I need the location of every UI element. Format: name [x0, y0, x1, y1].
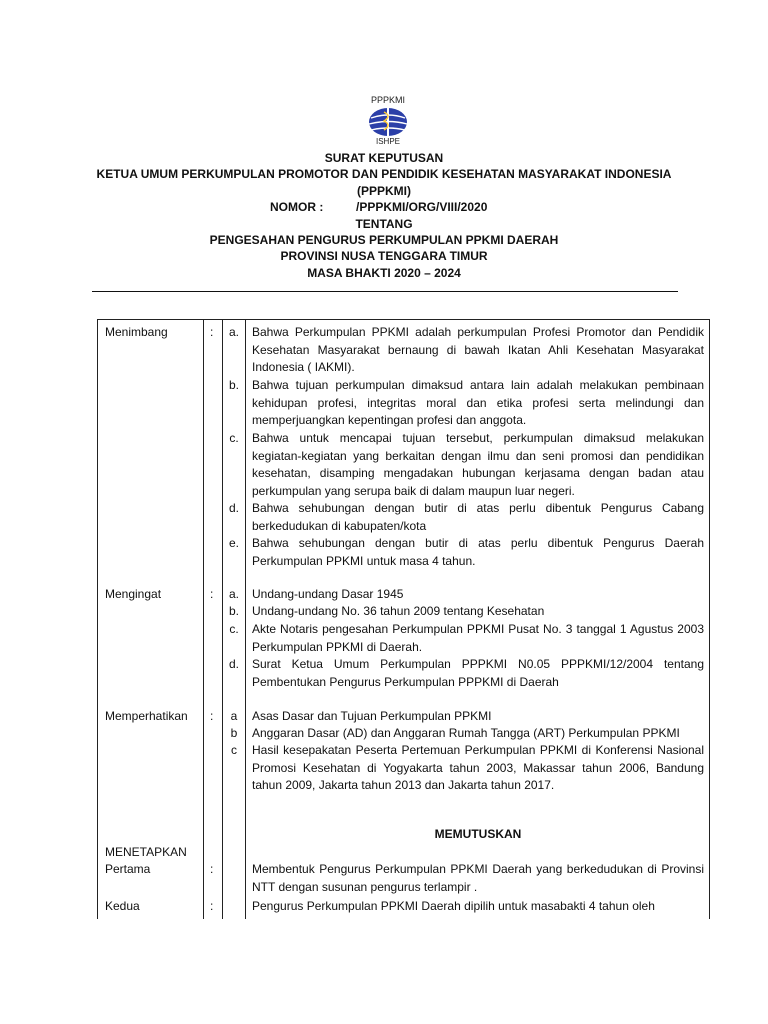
- column-divider: [245, 320, 246, 919]
- item-letter: c.: [229, 431, 239, 445]
- section-label-mengingat: Mengingat: [105, 587, 162, 601]
- memperhatikan-item-b: Anggaran Dasar (AD) dan Anggaran Rumah Tangga (ART) Perkumpulan PPKMI: [252, 726, 680, 740]
- item-letter: e.: [228, 536, 239, 550]
- mengingat-item-d: Surat Ketua Umum Perkumpulan PPPKMI N0.05 PPPKMI/12/2004 tentang Pembentukan Pengurus Perkumpulan PPPKMI di Daerah: [252, 657, 704, 689]
- decree-number-label: NOMOR :: [270, 200, 324, 215]
- item-letter: d.: [228, 501, 239, 515]
- header-divider: [92, 291, 678, 292]
- section-colon: :: [210, 862, 214, 876]
- section-label-memperhatikan: Memperhatikan: [105, 709, 188, 723]
- section-label-pertama: Pertama: [105, 862, 151, 876]
- section-label-menimbang: Menimbang: [105, 325, 168, 339]
- logo-emblem: [358, 94, 418, 146]
- memutuskan-heading: MEMUTUSKAN: [434, 827, 522, 841]
- item-letter: c.: [229, 622, 239, 636]
- subject-line-3: MASA BHAKTI 2020 – 2024: [307, 265, 461, 280]
- pertama-text: Membentuk Pengurus Perkumpulan PPKMI Daerah yang berkedudukan di Provinsi NTT dengan susunan pengurus terlampir .: [252, 862, 704, 894]
- section-label-kedua: Kedua: [105, 899, 140, 913]
- item-letter: c: [231, 743, 237, 757]
- mengingat-item-b: Undang-undang No. 36 tahun 2009 tentang Kesehatan: [252, 604, 545, 618]
- subject-line-2: PROVINSI NUSA TENGGARA TIMUR: [280, 249, 488, 264]
- issuer-abbreviation: (PPPKMI): [357, 183, 411, 198]
- mengingat-item-a: Undang-undang Dasar 1945: [252, 587, 404, 601]
- menimbang-item-e: Bahwa sehubungan dengan butir di atas perlu dibentuk Pengurus Daerah Perkumpulan PPKMI untuk masa 4 tahun.: [252, 536, 704, 568]
- item-letter: a: [230, 709, 238, 723]
- item-letter: b.: [228, 604, 239, 618]
- menimbang-item-c: Bahwa untuk mencapai tujuan tersebut, perkumpulan dimaksud melakukan kegiatan-kegiatan yang berkaitan dengan ilmu dan seni promosi dan pendidikan kesehatan, disamping mengadakan hubungan kerjasama dengan badan atau perkumpulan yang serupa baik di dalam maupun luar negeri.: [252, 431, 704, 498]
- section-colon: :: [210, 709, 214, 723]
- mengingat-item-c: Akte Notaris pengesahan Perkumpulan PPKMI Pusat No. 3 tanggal 1 Agustus 2003 Perkumpulan PPKMI di Daerah.: [252, 622, 704, 654]
- section-colon: :: [210, 899, 214, 913]
- decree-number-line: [90, 199, 678, 215]
- logo-bottom-text: ISHPE: [375, 137, 401, 146]
- section-colon: :: [210, 325, 214, 339]
- decree-number-value: /PPPKMI/ORG/VIII/2020: [356, 200, 488, 215]
- column-divider: [222, 320, 223, 919]
- decree-table: [97, 319, 710, 919]
- item-letter: b.: [228, 378, 239, 392]
- section-colon: :: [210, 587, 214, 601]
- menimbang-item-a: Bahwa Perkumpulan PPKMI adalah perkumpulan Profesi Promotor dan Pendidik Kesehatan Masyarakat bernaung di bawah Ikatan Ahli Kesehatan Masyarakat Indonesia ( IAKMI).: [252, 325, 704, 375]
- document-header: [90, 150, 678, 281]
- logo-top-text: PPPKMI: [370, 95, 406, 105]
- organization-logo: [358, 94, 418, 146]
- issuer-title: KETUA UMUM PERKUMPULAN PROMOTOR DAN PENDIDIK KESEHATAN MASYARAKAT INDONESIA: [96, 167, 672, 182]
- column-divider: [203, 320, 204, 919]
- item-letter: b: [230, 726, 238, 740]
- menetapkan-label: MENETAPKAN: [105, 845, 187, 859]
- memperhatikan-item-c: Hasil kesepakatan Peserta Pertemuan Perkumpulan PPKMI di Konferensi Nasional Promosi Kesehatan di Yogyakarta tahun 2003, Makassar tahun 2006, Bandung tahun 2009, Jakarta tahun 2013 dan Jakarta tahun 2017.: [252, 743, 704, 793]
- subject-line-1: PENGESAHAN PENGURUS PERKUMPULAN PPKMI DAERAH: [209, 233, 559, 248]
- item-letter: a.: [228, 325, 239, 339]
- decree-title: SURAT KEPUTUSAN: [324, 151, 444, 165]
- item-letter: a.: [228, 587, 239, 601]
- memperhatikan-item-a: Asas Dasar dan Tujuan Perkumpulan PPKMI: [252, 709, 492, 723]
- item-letter: d.: [228, 657, 239, 671]
- kedua-text: Pengurus Perkumpulan PPKMI Daerah dipilih untuk masabakti 4 tahun oleh: [252, 899, 655, 913]
- about-label: TENTANG: [355, 216, 413, 231]
- menimbang-item-d: Bahwa sehubungan dengan butir di atas perlu dibentuk Pengurus Cabang berkedudukan di kabupaten/kota: [252, 501, 704, 533]
- menimbang-item-b: Bahwa tujuan perkumpulan dimaksud antara lain adalah melakukan pembinaan kehidupan profesi, integritas moral dan etika profesi serta melindungi dan memperjuangkan kepentingan profesi dan anggota.: [252, 378, 704, 428]
